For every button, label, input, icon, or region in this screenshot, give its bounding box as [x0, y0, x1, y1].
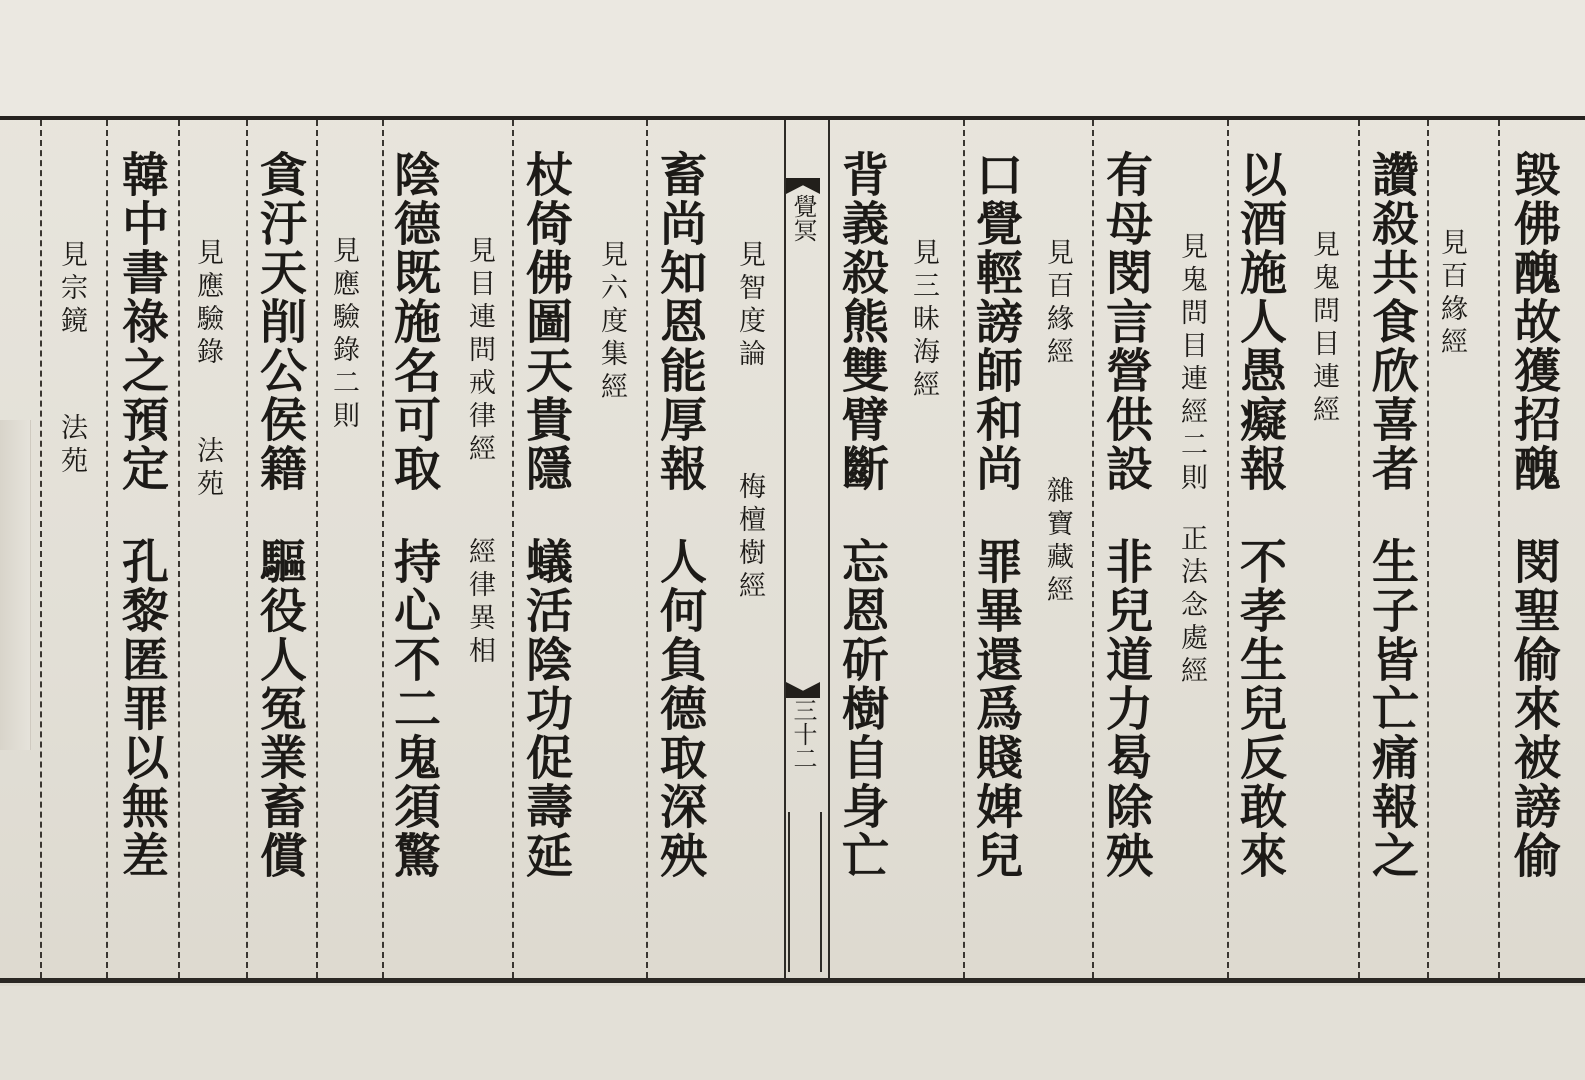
- column-rule: [1498, 120, 1500, 978]
- source-note-text: 正法念處經: [1176, 524, 1207, 689]
- column-rule: [316, 120, 318, 978]
- column-rule: [40, 120, 42, 978]
- lower-margin: [0, 986, 1585, 1080]
- column-rule: [246, 120, 248, 978]
- verse-line-second: 非兒道力曷除殃: [1098, 537, 1153, 880]
- verse-line-second: 蟻活陰功促壽延: [518, 537, 573, 880]
- source-note-text: 見六度集經: [596, 240, 627, 405]
- upper-frame-line: [0, 116, 1585, 120]
- column-rule: [512, 120, 514, 978]
- page-number: 三十二: [789, 698, 817, 770]
- verse-line-second: 生子皆亡痛報之: [1364, 537, 1419, 880]
- source-note: [910, 238, 937, 403]
- source-note-text: 經律異相: [464, 537, 495, 669]
- source-note-text: 見鬼問目連經: [1308, 230, 1339, 428]
- verse-line-second: 孔黎匿罪以無差: [114, 537, 169, 880]
- verse-column: [1364, 150, 1419, 880]
- verse-line-first: 陰德既施名可取: [386, 150, 441, 493]
- verse-line-first: 畜尚知恩能厚報: [652, 150, 707, 493]
- fish-tail-icon: [786, 178, 820, 194]
- verse-column: [1506, 150, 1561, 880]
- verse-column: [114, 150, 169, 880]
- verse-column: [1098, 150, 1153, 880]
- verse-line-first: 口覺輕謗師和尚: [968, 150, 1023, 493]
- verse-line-first: 毀佛醜故獲招醜: [1506, 150, 1561, 493]
- verse-column: [386, 150, 441, 880]
- source-note: [194, 238, 221, 502]
- column-rule: [784, 120, 786, 978]
- verse-line-first: 以酒施人愚癡報: [1232, 150, 1287, 493]
- column-rule: [1092, 120, 1094, 978]
- column-rule: [646, 120, 648, 978]
- source-note-text: 雜寶藏經: [1042, 476, 1073, 608]
- fish-tail-icon: [786, 682, 820, 698]
- verse-column: [834, 150, 889, 880]
- upper-margin: [0, 0, 1585, 118]
- column-rule: [1227, 120, 1229, 978]
- source-note-text: 見應驗錄二則: [328, 236, 359, 434]
- source-note-text: 見宗鏡: [56, 240, 87, 339]
- source-note-text: 見三昧海經: [908, 238, 939, 403]
- source-note-text: 法苑: [56, 413, 87, 479]
- verse-line-first: 讚殺共食欣喜者: [1364, 150, 1419, 493]
- source-note: [1178, 232, 1205, 689]
- centre-title: 覺冥: [789, 194, 817, 242]
- verse-line-first: 貪汙天削公侯籍: [252, 150, 307, 493]
- folio-box: [788, 812, 822, 972]
- source-note-text: 見鬼問目連經二則: [1176, 232, 1207, 496]
- verse-line-second: 持心不二鬼須驚: [386, 537, 441, 880]
- column-rule: [382, 120, 384, 978]
- source-note: [58, 240, 85, 479]
- column-rule: [828, 120, 830, 978]
- source-note-text: 見目連問戒律經: [464, 236, 495, 467]
- verse-line-first: 韓中書祿之預定: [114, 150, 169, 493]
- verse-line-second: 罪畢還爲賤婢兒: [968, 537, 1023, 880]
- verse-line-second: 人何負德取深殃: [652, 537, 707, 880]
- source-note-text: 見智度論: [734, 240, 765, 372]
- column-rule: [106, 120, 108, 978]
- verse-line-second: 閔聖偷來被謗偷: [1506, 537, 1561, 880]
- column-rule: [963, 120, 965, 978]
- verse-line-second: 驅役人冤業畜償: [252, 537, 307, 880]
- verse-line-second: 忘恩斫樹自身亡: [834, 537, 889, 880]
- verse-line-first: 背義殺熊雙臂斷: [834, 150, 889, 493]
- lower-frame-line: [0, 978, 1585, 983]
- source-note-text: 梅檀樹經: [734, 472, 765, 604]
- source-note-text: 見應驗錄: [192, 238, 223, 370]
- verse-column: [652, 150, 707, 880]
- column-rule: [1427, 120, 1429, 978]
- column-rule: [178, 120, 180, 978]
- source-note: [736, 240, 763, 604]
- source-note-text: 見百緣經: [1042, 238, 1073, 370]
- column-rule: [1358, 120, 1360, 978]
- source-note: [1438, 228, 1465, 360]
- verse-column: [968, 150, 1023, 880]
- verse-line-second: 不孝生兒反敢來: [1232, 537, 1287, 880]
- source-note-text: 法苑: [192, 436, 223, 502]
- verse-column: [1232, 150, 1287, 880]
- verse-line-first: 杖倚佛圖天貴隱: [518, 150, 573, 493]
- verse-column: [518, 150, 573, 880]
- source-note: [1044, 238, 1071, 608]
- fish-tail-mark: [786, 178, 820, 242]
- source-note: [598, 240, 625, 405]
- verse-line-first: 有母閔言營供設: [1098, 150, 1153, 493]
- source-note: [1310, 230, 1337, 428]
- folio-mark: [786, 682, 820, 770]
- verse-column: [252, 150, 307, 880]
- page-fold: [0, 420, 31, 750]
- source-note-text: 見百緣經: [1436, 228, 1467, 360]
- source-note: [330, 236, 357, 434]
- source-note: [466, 236, 493, 669]
